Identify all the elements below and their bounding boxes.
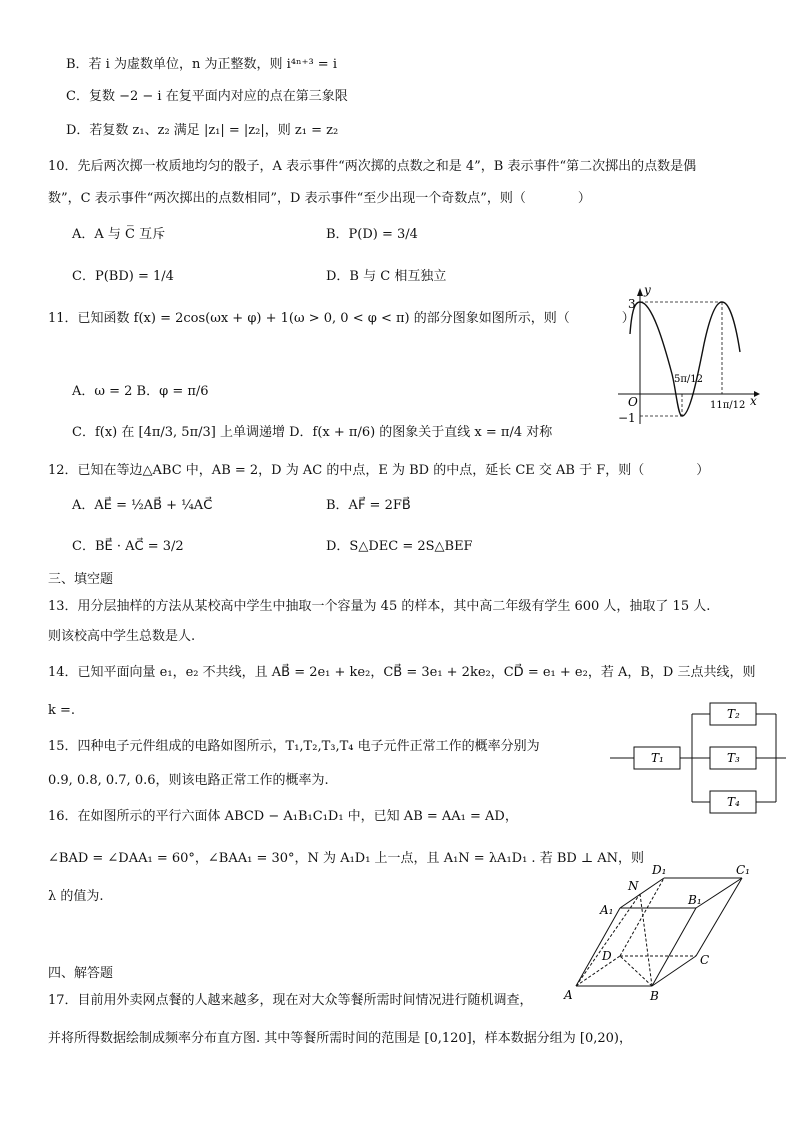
- edge-a1d1: [620, 878, 664, 908]
- q13-line2: 则该校高中学生总数是人.: [48, 629, 196, 644]
- label-n: N: [628, 879, 639, 893]
- q15-circuit-diagram: [600, 698, 786, 820]
- edge-cc1: [696, 878, 742, 956]
- y-tick-minus1: −1: [618, 411, 636, 425]
- q9-option-b: B．若 i 为虚数单位，n 为正整数，则 i⁴ⁿ⁺³ = i: [66, 57, 337, 72]
- edge-aa1: [576, 908, 620, 986]
- q10-option-a: A．A 与 C̅ 互斥: [72, 227, 166, 242]
- q17-line1: 17．目前用外卖网点餐的人越来越多，现在对大众等餐所需时间情况进行随机调查，: [48, 993, 533, 1008]
- q10-option-d: D．B 与 C 相互独立: [326, 269, 447, 284]
- t4-label: T₄: [727, 795, 740, 809]
- q10-stem-line2: 数”，C 表示事件“两次掷出的点数相同”，D 表示事件“至少出现一个奇数点”，则（ ）: [48, 191, 591, 206]
- label-d: D: [602, 949, 612, 963]
- q11-cosine-graph: [612, 284, 762, 430]
- q10-option-c: C．P(BD) = 1/4: [72, 269, 174, 284]
- label-a: A: [564, 988, 573, 1002]
- x-tick-11pi-12: 11π/12: [710, 400, 746, 411]
- q11-options-ab: A．ω = 2 B．φ = π/6: [72, 384, 209, 399]
- q14-line1: 14．已知平面向量 e₁，e₂ 不共线，且 AB⃗ = 2e₁ + ke₂，CB⃗ = 3e₁ + 2ke₂，CD⃗ = e₁ + e₂，若 A，B，D 三点共线，则: [48, 665, 756, 680]
- q12-stem: 12．已知在等边△ABC 中，AB = 2，D 为 AC 的中点，E 为 BD 的中点，延长 CE 交 AB 于 F，则（ ）: [48, 463, 710, 478]
- edge-bb1: [652, 908, 696, 986]
- label-d1: D₁: [652, 863, 667, 877]
- y-tick-3: 3: [628, 297, 636, 311]
- section-answer-heading: 四、解答题: [48, 966, 114, 981]
- q11-stem: 11．已知函数 f(x) = 2cos(ωx + φ) + 1(ω > 0, 0 < φ < π) 的部分图象如图所示，则（ ）: [48, 311, 635, 326]
- q13-line1: 13．用分层抽样的方法从某校高中学生中抽取一个容量为 45 的样本，其中高二年级有学生 600 人，抽取了 15 人.: [48, 599, 711, 614]
- q17-line2: 并将所得数据绘制成频率分布直方图. 其中等餐所需时间的范围是 [0,120]，样本数据分组为 [0,20)，: [48, 1031, 632, 1046]
- q15-line1: 15．四种电子元件组成的电路如图所示，T₁,T₂,T₃,T₄ 电子元件正常工作的概率分别为: [48, 739, 540, 754]
- q12-option-b: B．AF⃗ = 2FB⃗: [326, 498, 411, 513]
- q12-option-a: A．AE⃗ = ½AB⃗ + ¼AC⃗: [72, 498, 213, 513]
- origin-label: O: [628, 395, 638, 409]
- label-b1: B₁: [688, 893, 702, 907]
- q16-line1: 16．在如图所示的平行六面体 ABCD − A₁B₁C₁D₁ 中，已知 AB = AA₁ = AD，: [48, 809, 518, 824]
- edge-ad: [576, 956, 620, 986]
- q12-option-d: D．S△DEC = 2S△BEF: [326, 539, 473, 554]
- t1-label: T₁: [651, 751, 664, 765]
- edge-b1c1: [696, 878, 742, 908]
- segment-bd: [620, 956, 652, 986]
- q9-option-d: D．若复数 z₁、z₂ 满足 |z₁| = |z₂|，则 z₁ = z₂: [66, 123, 339, 138]
- q14-line2: k =.: [48, 703, 76, 718]
- q15-line2: 0.9, 0.8, 0.7, 0.6，则该电路正常工作的概率为.: [48, 773, 329, 788]
- t2-label: T₂: [727, 707, 740, 721]
- q10-option-b: B．P(D) = 3/4: [326, 227, 418, 242]
- edge-dd1: [620, 878, 664, 956]
- q11-options-cd: C．f(x) 在 [4π/3, 5π/3] 上单调递增 D．f(x + π/6) 的图象关于直线 x = π/4 对称: [72, 425, 553, 440]
- t3-label: T₃: [727, 751, 740, 765]
- edge-bc: [652, 956, 696, 986]
- q16-line2: ∠BAD = ∠DAA₁ = 60°，∠BAA₁ = 30°，N 为 A₁D₁ 上一点，且 A₁N = λA₁D₁ . 若 BD ⊥ AN，则: [48, 851, 645, 866]
- q12-option-c: C．BE⃗ · AC⃗ = 3/2: [72, 539, 184, 554]
- cosine-curve: [630, 302, 740, 416]
- label-c1: C₁: [736, 863, 750, 877]
- section-fill-in-heading: 三、填空题: [48, 572, 114, 587]
- q16-line3: λ 的值为.: [48, 889, 104, 904]
- label-a1: A₁: [600, 903, 614, 917]
- q9-option-c: C．复数 −2 − i 在复平面内对应的点在第三象限: [66, 89, 348, 104]
- x-tick-5pi-12: 5π/12: [674, 374, 704, 385]
- y-axis-label: y: [644, 284, 651, 297]
- x-axis-label: x: [750, 394, 757, 408]
- q10-stem-line1: 10．先后两次掷一枚质地均匀的骰子，A 表示事件“两次掷的点数之和是 4”，B 表示事件“第二次掷出的点数是偶: [48, 159, 697, 174]
- y-axis-arrow: [637, 288, 643, 296]
- label-b: B: [650, 989, 659, 1003]
- q16-parallelepiped-figure: [560, 860, 760, 1004]
- label-c: C: [700, 953, 710, 967]
